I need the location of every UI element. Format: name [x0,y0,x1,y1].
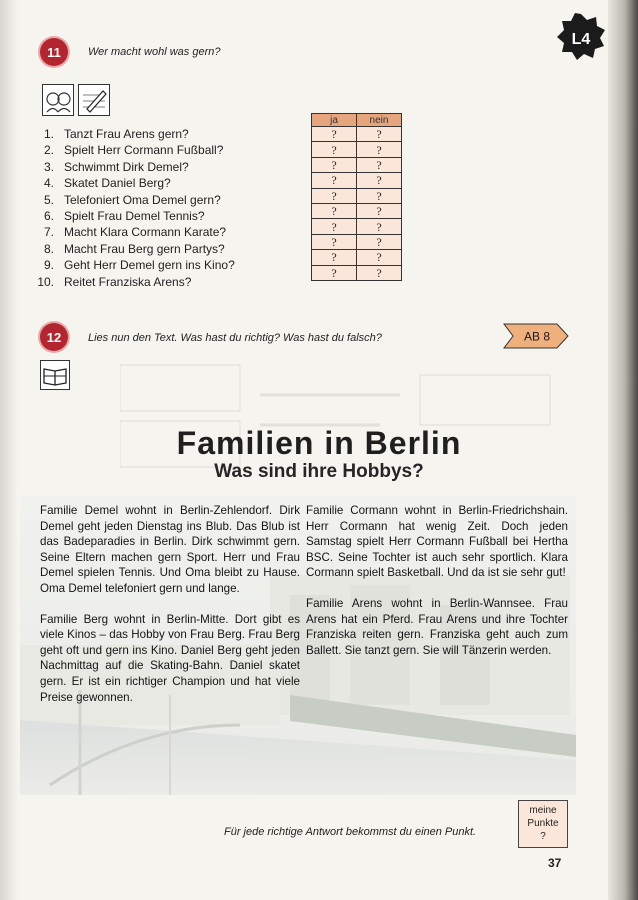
article-column-left [40,503,300,720]
lesson-badge-label: L4 [571,31,591,48]
exercise-12-badge: 12 [40,323,68,351]
table-row [312,157,402,172]
answer-cell-ja[interactable]: ? [312,173,357,188]
reading-icon [40,360,70,390]
answer-cell-nein[interactable]: ? [357,265,402,280]
answer-cell-ja[interactable]: ? [312,265,357,280]
answer-cell-nein[interactable]: ? [357,188,402,203]
table-row [312,142,402,157]
question-number: 8. [43,241,54,256]
answer-cell-ja[interactable]: ? [312,157,357,172]
question-text: Skatet Daniel Berg? [64,176,171,191]
exercise-11-badge: 11 [40,38,68,66]
workbook-reference-label: AB 8 [523,329,551,344]
question-text: Macht Klara Cormann Karate? [64,225,227,240]
answer-cell-ja[interactable]: ? [312,219,357,234]
answer-cell-ja[interactable]: ? [312,250,357,265]
column-header-ja: ja [312,114,357,127]
answer-cell-ja[interactable]: ? [312,142,357,157]
points-box [518,800,568,848]
answer-cell-ja[interactable]: ? [312,203,357,218]
article-paragraph: Familie Cormann wohnt in Berlin-Friedrichshain. Herr Cormann hat wenig Zeit. Doch jeden Samstag spielt Herr Cormann Fußball bei Hertha BSC. Seine Tochter ist auch sehr sportlich. Klara Cormann spielt Basketball. Und da ist sie sehr gut! [306,504,568,580]
question-list [34,126,304,290]
question-item [34,274,304,290]
answer-cell-nein[interactable]: ? [357,234,402,249]
question-text: Schwimmt Dirk Demel? [64,159,189,174]
question-text: Telefoniert Oma Demel gern? [64,192,221,207]
question-item [34,257,304,273]
question-text: Macht Frau Berg gern Partys? [64,241,225,256]
question-number: 7. [43,225,54,240]
table-row [312,219,402,234]
answer-cell-nein[interactable]: ? [357,203,402,218]
answer-table [311,113,402,281]
question-text: Spielt Frau Demel Tennis? [64,209,205,224]
question-item [34,142,304,158]
scoring-note: Für jede richtige Antwort bekommst du einen Punkt. [224,826,477,838]
table-row [312,127,402,142]
article-paragraph: Familie Demel wohnt in Berlin-Zehlendorf. Dirk Demel geht jeden Dienstag ins Blub. Das Blub ist das Badeparadies in Berlin. Dirk schwimmt gern. Seine Eltern machen gern Sport. Herr und Frau Demel spielen Tennis. Und Oma bleibt zu Hause. Oma Demel telefoniert gern und lange. [40,504,300,595]
article-title: Familien in Berlin [176,425,462,461]
question-number: 9. [43,258,54,273]
question-item [34,192,304,208]
question-text: Reitet Franziska Arens? [64,274,192,289]
answer-cell-nein[interactable]: ? [357,250,402,265]
question-number: 5. [43,192,54,207]
lesson-badge [556,12,606,62]
exercise-12-instruction: Lies nun den Text. Was hast du richtig? Was hast du falsch? [88,332,382,344]
workbook-reference-tag [503,323,569,349]
page-number: 37 [548,856,562,870]
exercise-11-instruction: Wer macht wohl was gern? [88,46,221,58]
question-text: Tanzt Frau Arens gern? [64,127,189,141]
points-label: meine Punkte [527,805,559,829]
table-row [312,173,402,188]
question-number: 2. [43,143,54,158]
article-paragraph: Familie Berg wohnt in Berlin-Mitte. Dort gibt es viele Kinos – das Hobby von Frau Berg. Frau Berg geht oft und gern ins Kino. Daniel Berg geht jeden Nachmittag auf die Skating-Bahn. Daniel skatet gern. Er ist ein richtiger Champion und hat viele Preise gewonnen. [40,612,300,704]
question-text: Spielt Herr Cormann Fußball? [64,143,224,158]
speaking-icon [42,84,74,116]
answer-cell-nein[interactable]: ? [357,157,402,172]
question-number: 4. [43,176,54,191]
table-row [312,188,402,203]
table-row [312,265,402,280]
table-row [312,203,402,218]
article-paragraph: Familie Arens wohnt in Berlin-Wannsee. Frau Arens hat ein Pferd. Frau Arens und ihre Tochter Franziska reiten gern. Franziska geht auch zum Ballett. Sie tanzt gern. Sie will Tänzerin werden. [306,596,568,657]
question-number: 6. [43,209,54,224]
column-header-nein: nein [357,114,402,127]
question-item [34,224,304,240]
question-number: 3. [43,159,54,174]
answer-cell-nein[interactable]: ? [357,142,402,157]
article-subtitle: Was sind ihre Hobbys? [214,461,424,482]
question-item [34,208,304,224]
points-value[interactable]: ? [540,831,546,842]
answer-cell-ja[interactable]: ? [312,127,357,142]
article-column-right [306,503,568,673]
question-item [34,159,304,175]
question-number: 1. [43,127,54,141]
answer-cell-ja[interactable]: ? [312,234,357,249]
question-item [34,175,304,191]
answer-cell-ja[interactable]: ? [312,188,357,203]
question-item [34,241,304,257]
question-number: 10. [37,274,54,289]
answer-cell-nein[interactable]: ? [357,219,402,234]
answer-cell-nein[interactable]: ? [357,173,402,188]
writing-icon [78,84,110,116]
question-item [34,126,304,142]
answer-cell-nein[interactable]: ? [357,127,402,142]
table-row [312,250,402,265]
question-text: Geht Herr Demel gern ins Kino? [64,258,235,273]
table-row [312,234,402,249]
